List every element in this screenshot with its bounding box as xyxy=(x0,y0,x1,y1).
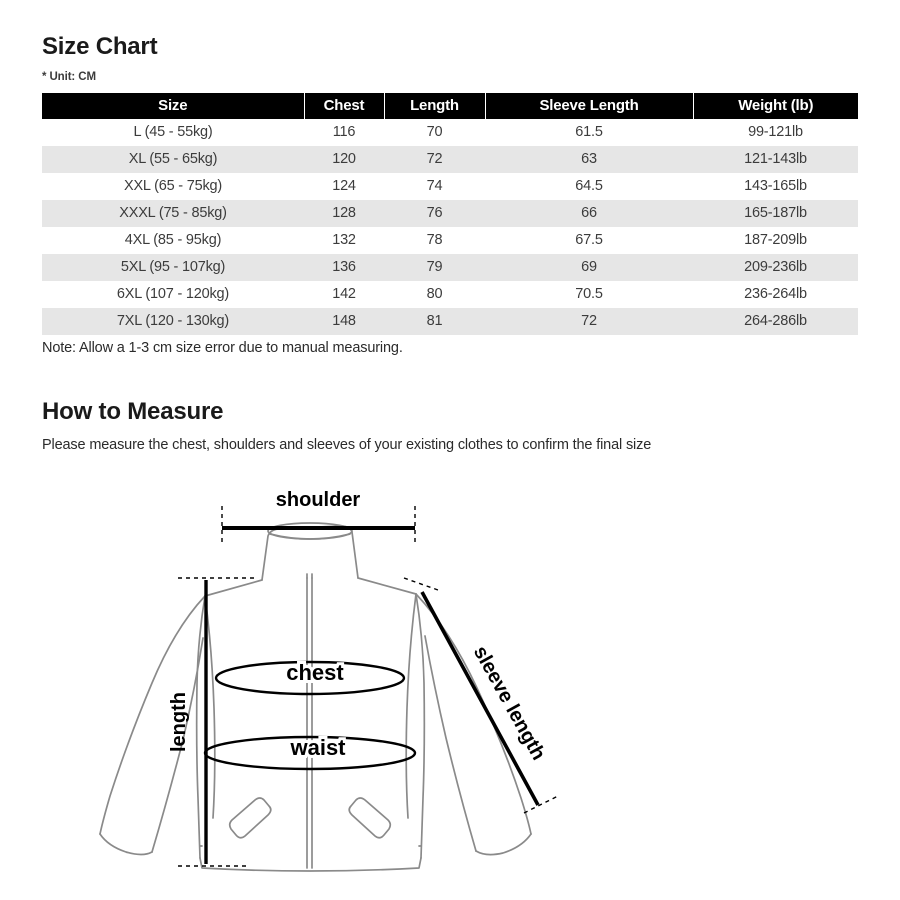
cell-chest: 136 xyxy=(304,254,384,281)
cell-sleeve-length: 69 xyxy=(485,254,693,281)
cell-chest: 142 xyxy=(304,281,384,308)
table-row xyxy=(42,281,858,308)
measurement-tolerance-note: Note: Allow a 1-3 cm size error due to manual measuring. xyxy=(42,340,403,356)
sleeve-measure-line xyxy=(422,592,538,805)
cell-length: 80 xyxy=(384,281,485,308)
unit-note: * Unit: CM xyxy=(42,71,96,83)
size-chart-table xyxy=(42,93,858,335)
table-row xyxy=(42,227,858,254)
cell-chest: 120 xyxy=(304,146,384,173)
cell-size: XXXL (75 - 85kg) xyxy=(42,200,304,227)
cell-weight: 264-286lb xyxy=(693,308,858,335)
cell-chest: 124 xyxy=(304,173,384,200)
waist-label: waist xyxy=(290,735,346,760)
shoulder-label: shoulder xyxy=(275,489,361,511)
cell-sleeve-length: 72 xyxy=(485,308,693,335)
cell-size: 7XL (120 - 130kg) xyxy=(42,308,304,335)
cell-length: 76 xyxy=(384,200,485,227)
cell-length: 74 xyxy=(384,173,485,200)
cell-sleeve-length: 67.5 xyxy=(485,227,693,254)
cell-length: 78 xyxy=(384,227,485,254)
table-header-row xyxy=(42,93,858,119)
table-row xyxy=(42,146,858,173)
chest-measurement-annotation xyxy=(216,660,404,694)
jacket-measurement-diagram xyxy=(0,478,900,898)
cell-chest: 116 xyxy=(304,119,384,146)
table-row xyxy=(42,119,858,146)
cell-size: L (45 - 55kg) xyxy=(42,119,304,146)
cell-weight: 99-121lb xyxy=(693,119,858,146)
cell-chest: 148 xyxy=(304,308,384,335)
column-header-weight: Weight (lb) xyxy=(693,93,858,119)
cell-length: 70 xyxy=(384,119,485,146)
column-header-chest: Chest xyxy=(304,93,384,119)
column-header-size: Size xyxy=(42,93,304,119)
cell-chest: 132 xyxy=(304,227,384,254)
cell-length: 81 xyxy=(384,308,485,335)
cell-length: 72 xyxy=(384,146,485,173)
table-row xyxy=(42,308,858,335)
page-title: Size Chart xyxy=(42,33,158,60)
column-header-length: Length xyxy=(384,93,485,119)
how-to-measure-title: How to Measure xyxy=(42,398,224,425)
cell-sleeve-length: 63 xyxy=(485,146,693,173)
cell-sleeve-length: 70.5 xyxy=(485,281,693,308)
cell-length: 79 xyxy=(384,254,485,281)
table-row xyxy=(42,173,858,200)
waist-measurement-annotation xyxy=(205,735,415,769)
cell-weight: 165-187lb xyxy=(693,200,858,227)
cell-size: XXL (65 - 75kg) xyxy=(42,173,304,200)
cell-weight: 143-165lb xyxy=(693,173,858,200)
cell-sleeve-length: 66 xyxy=(485,200,693,227)
table-row xyxy=(42,200,858,227)
length-measurement-annotation xyxy=(168,578,258,866)
how-to-measure-intro: Please measure the chest, shoulders and sleeves of your existing clothes to confirm the final size xyxy=(42,437,652,453)
sleeve-top-guide xyxy=(404,578,438,590)
jacket-outline-icon xyxy=(100,523,531,871)
cell-weight: 187-209lb xyxy=(693,227,858,254)
column-header-sleeve-length: Sleeve Length xyxy=(485,93,693,119)
cell-chest: 128 xyxy=(304,200,384,227)
cell-size: 6XL (107 - 120kg) xyxy=(42,281,304,308)
cell-weight: 209-236lb xyxy=(693,254,858,281)
shoulder-measurement-annotation xyxy=(222,489,415,543)
chest-label: chest xyxy=(286,660,344,685)
cell-size: 5XL (95 - 107kg) xyxy=(42,254,304,281)
sleeve-length-label: sleeve length xyxy=(468,642,550,764)
table-row xyxy=(42,254,858,281)
cell-size: XL (55 - 65kg) xyxy=(42,146,304,173)
cell-sleeve-length: 61.5 xyxy=(485,119,693,146)
cell-size: 4XL (85 - 95kg) xyxy=(42,227,304,254)
cell-weight: 121-143lb xyxy=(693,146,858,173)
length-label: length xyxy=(168,692,190,752)
cell-weight: 236-264lb xyxy=(693,281,858,308)
sleeve-bottom-guide xyxy=(524,796,558,813)
cell-sleeve-length: 64.5 xyxy=(485,173,693,200)
